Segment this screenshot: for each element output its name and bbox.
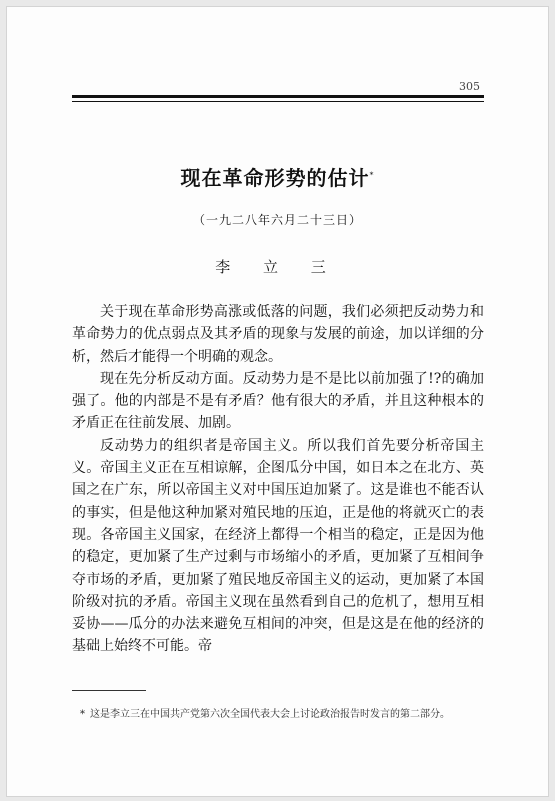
article-date: （一九二八年六月二十三日） xyxy=(192,213,362,227)
article-title-text: 现在革命形势的估计 xyxy=(180,166,370,190)
header-rule-thin xyxy=(72,101,484,102)
body-paragraph: 现在先分析反动方面。反动势力是不是比以前加强了!?的确加强了。他的内部是不是有矛盾？他有很大的矛盾，并且这种根本的矛盾正在往前发展、加剧。 xyxy=(72,370,484,432)
body-paragraph: 关于现在革命形势高涨或低落的问题，我们必须把反动势力和革命势力的优点弱点及其矛盾的现象与发展的前途，加以详细的分析，然后才能得一个明确的观念。 xyxy=(72,304,484,365)
footnote-text: 这是李立三在中国共产党第六次全国代表大会上讨论政治报告时发言的第二部分。 xyxy=(90,709,450,720)
title-footnote-marker: * xyxy=(369,170,375,180)
footnote-rule xyxy=(72,690,146,691)
article-title xyxy=(0,162,555,191)
article-body xyxy=(72,301,484,658)
article-author: 李 立 三 xyxy=(215,258,340,276)
page-number: 305 xyxy=(459,80,480,93)
body-paragraph: 反动势力的组织者是帝国主义。所以我们首先要分析帝国主义。帝国主义正在互相谅解，企图瓜分中国，如日本之在北方、英国之在广东，所以帝国主义对中国压迫加紧了。这是谁也不能否认的事实，但是他这种加紧对殖民地的压迫，正是他的将就灭亡的表现。各帝国主义国家，在经济上都得一个相当的稳定，正是因为他的稳定，更加紧了生产过剩与市场缩小的矛盾，更加紧了互相间争夺市场的矛盾，更加紧了殖民地反帝国主义的运动，更加紧了本国阶级对抗的矛盾。帝国主义现在虽然看到自己的危机了，想用互相妥协——瓜分的办法来避免互相间的冲突，但是这是在他的经济的基础上始终不可能。帝 xyxy=(72,437,484,655)
footnote xyxy=(80,706,484,723)
footnote-marker: * xyxy=(80,709,85,720)
header-rule-thick xyxy=(72,95,484,98)
